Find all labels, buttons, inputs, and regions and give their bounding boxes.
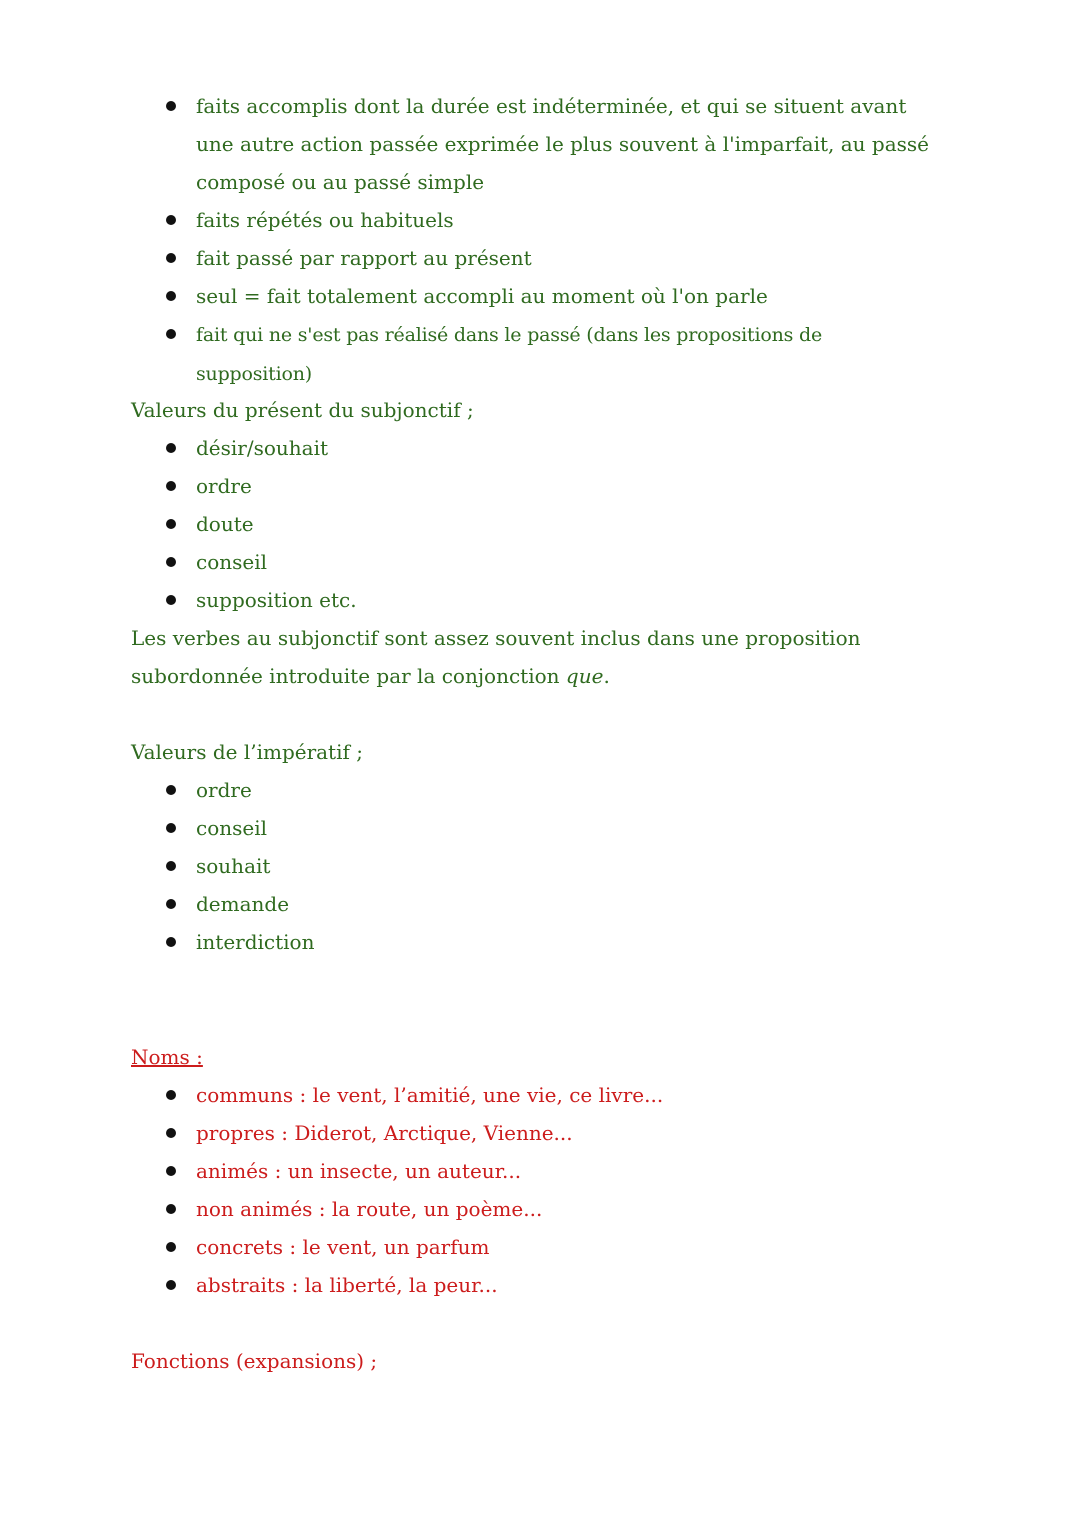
subjonctif-values-list — [196, 429, 996, 619]
list-item: supposition etc. — [196, 581, 996, 619]
list-item: ordre — [196, 467, 996, 505]
imperatif-heading: Valeurs de l’impératif ; — [131, 740, 363, 764]
list-item: fait qui ne s'est pas réalisé dans le passé (dans les propositions de supposition) — [196, 315, 936, 393]
list-item: conseil — [196, 809, 996, 847]
bullet-icon — [166, 215, 176, 225]
bullet-icon — [166, 443, 176, 453]
list-item: désir/souhait — [196, 429, 996, 467]
subjonctif-heading: Valeurs du présent du subjonctif ; — [131, 398, 474, 422]
bullet-icon — [166, 329, 176, 339]
noms-list — [196, 1076, 996, 1304]
passe-values-list — [196, 87, 936, 393]
bullet-icon — [166, 291, 176, 301]
bullet-icon — [166, 595, 176, 605]
list-item: seul = fait totalement accompli au moment où l'on parle — [196, 277, 936, 315]
bullet-icon — [166, 557, 176, 567]
bullet-icon — [166, 253, 176, 263]
bullet-icon — [166, 101, 176, 111]
bullet-icon — [166, 937, 176, 947]
bullet-icon — [166, 861, 176, 871]
list-item: faits répétés ou habituels — [196, 201, 936, 239]
list-item: animés : un insecte, un auteur... — [196, 1152, 996, 1190]
list-item: interdiction — [196, 923, 996, 961]
list-item: demande — [196, 885, 996, 923]
imperatif-values-list — [196, 771, 996, 961]
bullet-icon — [166, 519, 176, 529]
bullet-icon — [166, 1280, 176, 1290]
list-item: abstraits : la liberté, la peur... — [196, 1266, 996, 1304]
list-item: communs : le vent, l’amitié, une vie, ce livre... — [196, 1076, 996, 1114]
bullet-icon — [166, 1166, 176, 1176]
bullet-icon — [166, 823, 176, 833]
list-item: propres : Diderot, Arctique, Vienne... — [196, 1114, 996, 1152]
list-item: conseil — [196, 543, 996, 581]
list-item: doute — [196, 505, 996, 543]
bullet-icon — [166, 1128, 176, 1138]
list-item: concrets : le vent, un parfum — [196, 1228, 996, 1266]
noms-heading: Noms : — [131, 1045, 203, 1069]
fonctions-heading: Fonctions (expansions) ; — [131, 1349, 378, 1373]
list-item: souhait — [196, 847, 996, 885]
bullet-icon — [166, 785, 176, 795]
list-item: faits accomplis dont la durée est indéterminée, et qui se situent avant une autre action passée exprimée le plus souvent à l'imparfait, au passé composé ou au passé simple — [196, 87, 936, 201]
bullet-icon — [166, 1090, 176, 1100]
subjonctif-note: Les verbes au subjonctif sont assez souvent inclus dans une proposition subordonnée introduite par la conjonction que. — [131, 626, 861, 688]
list-item: ordre — [196, 771, 996, 809]
bullet-icon — [166, 481, 176, 491]
bullet-icon — [166, 1204, 176, 1214]
bullet-icon — [166, 1242, 176, 1252]
list-item: non animés : la route, un poème... — [196, 1190, 996, 1228]
bullet-icon — [166, 899, 176, 909]
list-item: fait passé par rapport au présent — [196, 239, 936, 277]
